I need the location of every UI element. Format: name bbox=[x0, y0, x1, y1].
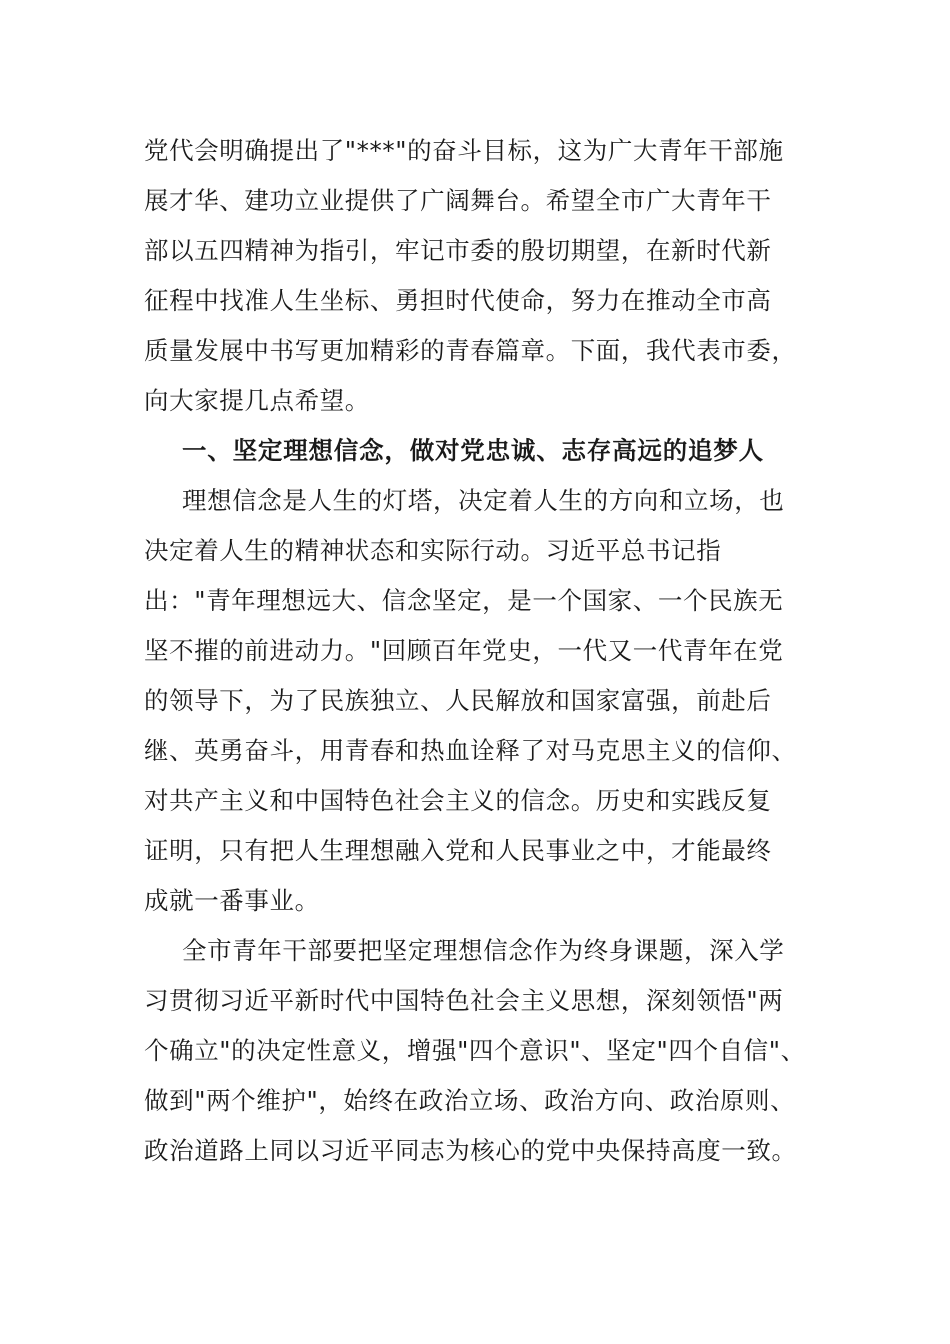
paragraph-line: 习贯彻习近平新时代中国特色社会主义思想，深刻领悟"两 bbox=[144, 986, 784, 1015]
paragraph-line: 继、英勇奋斗，用青春和热血诠释了对马克思主义的信仰、 bbox=[144, 736, 797, 765]
paragraph-line: 的领导下，为了民族独立、人民解放和国家富强，前赴后 bbox=[144, 686, 772, 715]
paragraph-line: 部以五四精神为指引，牢记市委的殷切期望，在新时代新 bbox=[144, 236, 772, 265]
paragraph-line: 做到"两个维护"，始终在政治立场、政治方向、政治原则、 bbox=[144, 1086, 796, 1115]
section-heading: 一、坚定理想信念，做对党忠诚、志存高远的追梦人 bbox=[182, 436, 764, 465]
paragraph-line: 决定着人生的精神状态和实际行动。习近平总书记指 bbox=[144, 536, 722, 565]
paragraph-line: 证明，只有把人生理想融入党和人民事业之中，才能最终 bbox=[144, 836, 772, 865]
paragraph-line: 理想信念是人生的灯塔，决定着人生的方向和立场，也 bbox=[182, 486, 785, 515]
paragraph-line: 出："青年理想远大、信念坚定，是一个国家、一个民族无 bbox=[144, 586, 784, 615]
paragraph-line: 征程中找准人生坐标、勇担时代使命，努力在推动全市高 bbox=[144, 286, 772, 315]
paragraph-line: 政治道路上同以习近平同志为核心的党中央保持高度一致。 bbox=[144, 1136, 797, 1165]
paragraph-line: 质量发展中书写更加精彩的青春篇章。下面，我代表市委， bbox=[144, 336, 797, 365]
paragraph-line: 对共产主义和中国特色社会主义的信念。历史和实践反复 bbox=[144, 786, 772, 815]
paragraph-line: 向大家提几点希望。 bbox=[144, 386, 370, 415]
paragraph-line: 展才华、建功立业提供了广阔舞台。希望全市广大青年干 bbox=[144, 186, 772, 215]
paragraph-line: 全市青年干部要把坚定理想信念作为终身课题，深入学 bbox=[182, 936, 785, 965]
document-body bbox=[144, 126, 812, 1176]
paragraph-line: 成就一番事业。 bbox=[144, 886, 320, 915]
paragraph-line: 个确立"的决定性意义，增强"四个意识"、坚定"四个自信"、 bbox=[144, 1036, 806, 1065]
paragraph-line: 坚不摧的前进动力。"回顾百年党史，一代又一代青年在党 bbox=[144, 636, 784, 665]
paragraph-line: 党代会明确提出了"***"的奋斗目标，这为广大青年干部施 bbox=[144, 136, 784, 165]
